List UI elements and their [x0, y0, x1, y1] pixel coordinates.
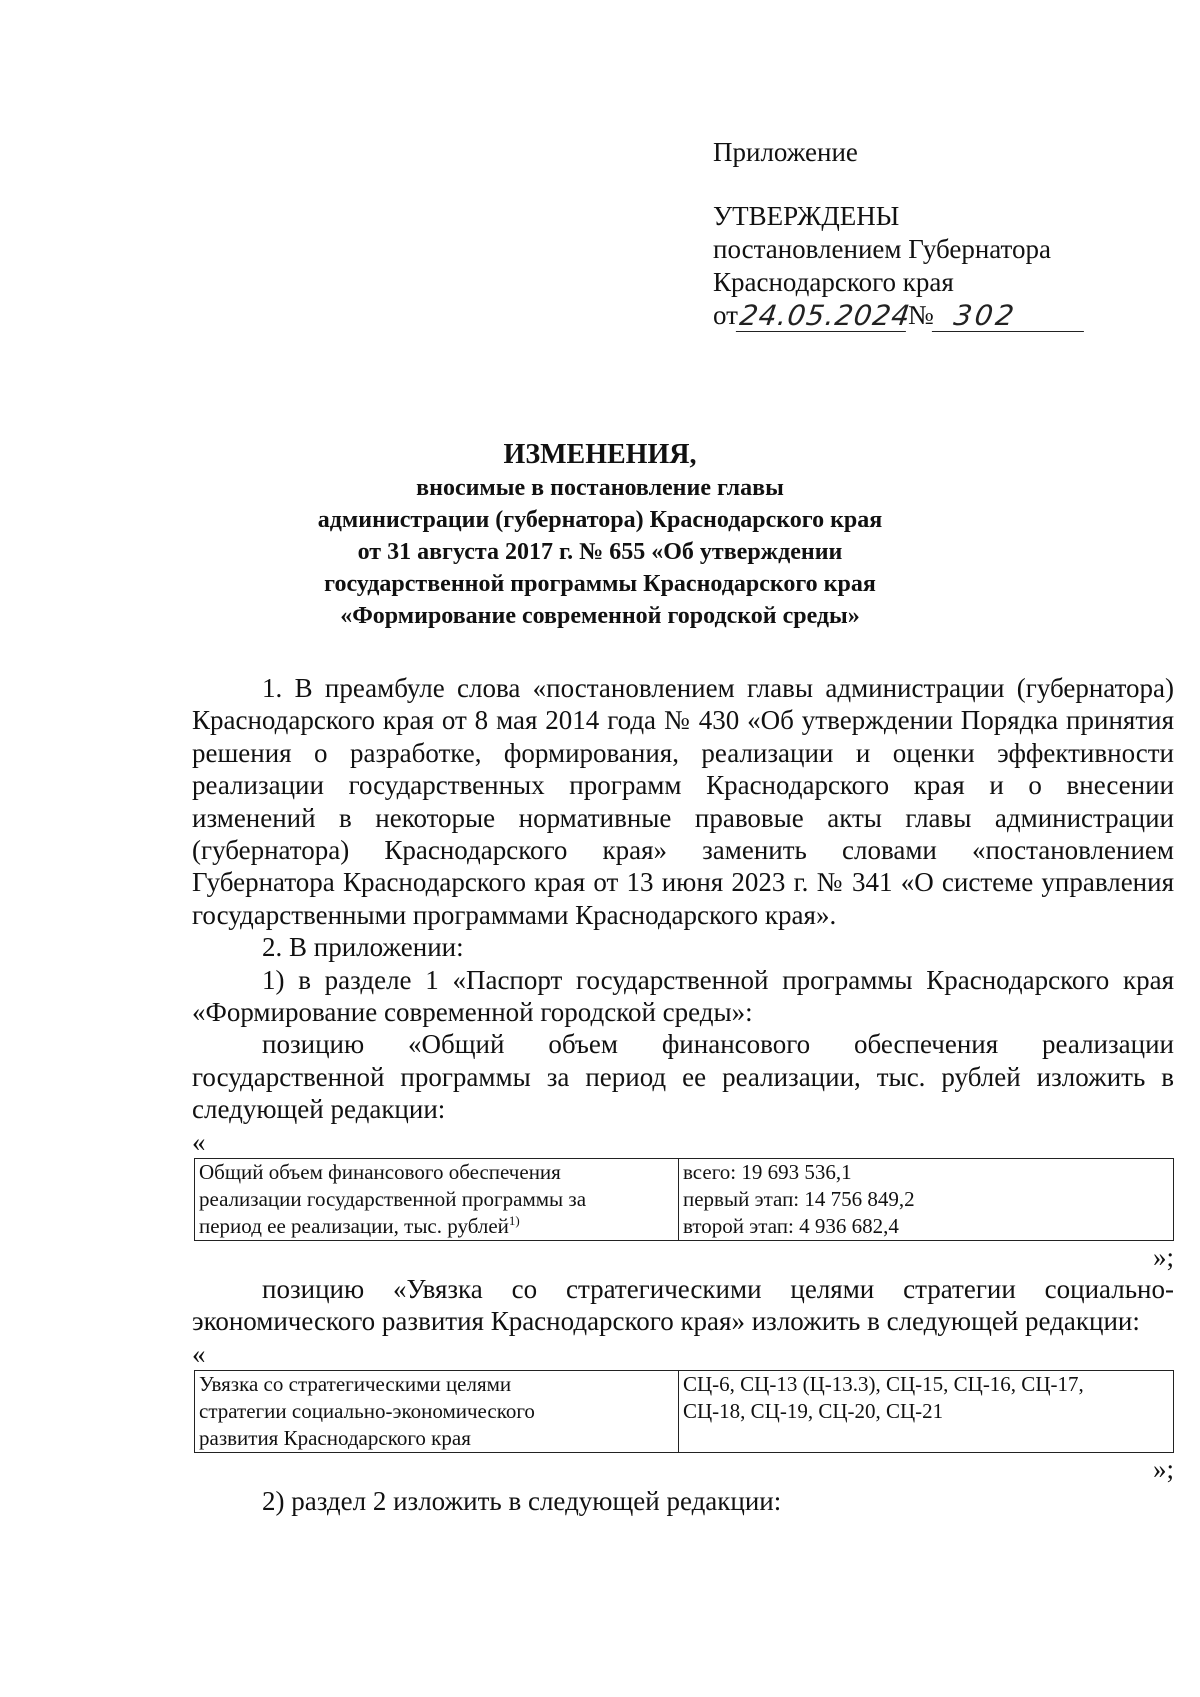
heading-line-4: государственной программы Краснодарского края: [324, 571, 876, 597]
table-cell-line: Увязка со стратегическими целями: [199, 1371, 512, 1396]
paragraph-3: 1) в разделе 1 «Паспорт государственной программы Краснодарского края «Формирование современной городской среды»:: [192, 964, 1174, 1028]
paragraph-2: 2. В приложении:: [262, 932, 464, 963]
heading-line-1: вносимые в постановление главы: [416, 475, 784, 501]
strategy-position-value: [679, 1370, 1174, 1452]
number-prefix: №: [907, 300, 934, 330]
table-cell-line: СЦ-18, СЦ-19, СЦ-20, СЦ-21: [683, 1398, 944, 1423]
paragraph-5: позицию «Увязка со стратегическими целями стратегии социально-экономического развития Краснодарского края» изложить в следующей редакции:: [192, 1273, 1174, 1337]
table-cell-line: развития Краснодарского края: [199, 1425, 471, 1450]
financing-position-value: [679, 1158, 1174, 1240]
paragraph-1: 1. В преамбуле слова «постановлением главы администрации (губернатора) Краснодарского края от 8 мая 2014 года № 430 «Об утверждении Порядка принятия решения о разработке, формирования, реализации и оценки эффективности реализации государственных программ Краснодарского края и о внесении изменений в некоторые нормативные правовые акты главы администрации (губернатора) Краснодарского края» заменить словами «постановлением Губернатора Краснодарского края от 13 июня 2023 г. № 341 «О системе управления государственными программами Краснодарского края».: [192, 673, 1174, 930]
approval-line-1: постановлением Губернатора: [713, 234, 1051, 264]
heading-title: ИЗМЕНЕНИЯ,: [503, 439, 697, 470]
table-cell-line: Общий объем финансового обеспечения: [199, 1159, 561, 1184]
approved-label: УТВЕРЖДЕНЫ: [713, 201, 900, 231]
appendix-label: Приложение: [713, 137, 858, 167]
paragraph-4: позицию «Общий объем финансового обеспечения реализации государственной программы за период ее реализации, тыс. рублей изложить в следующей редакции:: [192, 1029, 1174, 1125]
paragraph-6: 2) раздел 2 изложить в следующей редакции:: [262, 1485, 782, 1516]
approval-line-2: Краснодарского края: [713, 267, 954, 297]
financing-stage-2: второй этап: 4 936 682,4: [683, 1213, 899, 1238]
table-row: [195, 1158, 1174, 1240]
table-cell-line: реализации государственной программы за: [199, 1186, 587, 1211]
financing-stage-1: первый этап: 14 756 849,2: [683, 1186, 915, 1211]
financing-table: [194, 1158, 1174, 1241]
heading-line-3: от 31 августа 2017 г. № 655 «Об утверждении: [357, 539, 843, 565]
table-cell-line: стратегии социально-экономического: [199, 1398, 535, 1423]
heading-line-2: администрации (губернатора) Краснодарского края: [317, 507, 883, 533]
table-1-open-quote: «: [192, 1126, 206, 1157]
table-cell-line: [199, 1213, 674, 1240]
financing-position-name: [195, 1158, 679, 1240]
table-1-close-quote: »;: [1152, 1241, 1174, 1272]
approval-block: [713, 136, 1133, 332]
financing-total: всего: 19 693 536,1: [683, 1159, 852, 1184]
heading-line-5: «Формирование современной городской среды»: [340, 603, 860, 629]
handwritten-date: 24.05.2024: [737, 299, 913, 332]
approval-date-number-line: [713, 299, 1133, 332]
document-body: [192, 672, 1174, 1517]
document-heading: [250, 438, 950, 632]
footnote-mark: 1): [508, 1212, 520, 1228]
handwritten-number: 302: [932, 301, 1088, 332]
table-2-close-quote: »;: [1152, 1453, 1174, 1484]
strategy-link-table: [194, 1370, 1174, 1453]
table-cell-text: период ее реализации, тыс. рублей: [199, 1213, 509, 1238]
strategy-position-name: [195, 1370, 679, 1452]
table-2-open-quote: «: [192, 1338, 206, 1369]
table-row: [195, 1370, 1174, 1452]
table-cell-line: СЦ-6, СЦ-13 (Ц-13.3), СЦ-15, СЦ-16, СЦ-17,: [683, 1371, 1084, 1396]
date-prefix: от: [713, 300, 738, 330]
